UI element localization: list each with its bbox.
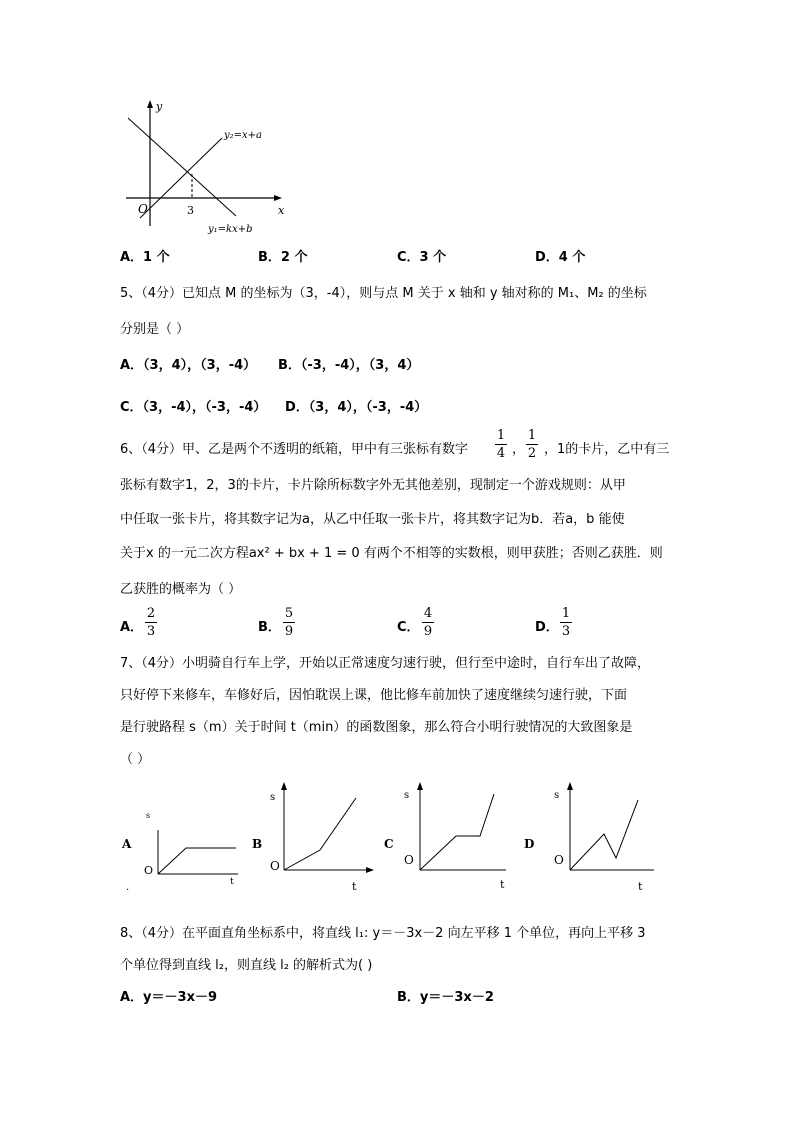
y-arrow-icon [417,782,423,790]
q6-stem-line4: 关于x 的一元二次方程ax² + bx + 1 = 0 有两个不相等的实数根，则甲获胜；否则乙获胜．则 [120,546,663,561]
x-axis-label: x [278,204,285,217]
graph-d-label: D [524,837,535,851]
q4-option-d[interactable]: D．4 个 [535,250,586,265]
fraction-denominator: 9 [284,624,294,639]
fraction-bar [495,444,507,445]
q4-option-a[interactable]: A．1 个 [120,250,170,265]
y-arrow-icon [281,782,287,790]
fraction-numerator: 5 [284,606,294,621]
q5-stem-line1: 5、（4分）已知点 M 的坐标为（3，-4），则与点 M 关于 x 轴和 y 轴对称的 M₁、M₂ 的坐标 [120,286,647,301]
graph-d-origin: O [554,853,564,867]
graph-a-dot: . [126,882,130,893]
graph-a-label: A [122,837,132,851]
fraction-denominator: 9 [423,624,433,639]
y2-equation-label: y₂=x+a [224,130,263,141]
origin-label: O [138,202,148,216]
q6-option-a-fraction [145,606,157,639]
graph-a-origin: O [144,864,154,877]
q7-stem-line1: 7、（4分）小明骑自行车上学，开始以正常速度匀速行驶，但行至中途时，自行车出了故障， [120,656,651,671]
graph-a-curve [158,848,236,874]
q8-stem-line1: 8、（4分）在平面直角坐标系中，将直线 l₁: y＝－3x－2 向左平移 1 个单位，再向上平移 3 [120,926,646,941]
graph-c-s-label: s [404,790,410,801]
q6-stem-line1b: ，1的卡片，乙中有三 [544,442,670,457]
y-arrow-icon [567,782,573,790]
q8-option-b[interactable]: B．y＝－3x－2 [397,990,494,1005]
q4-option-b[interactable]: B．2 个 [258,250,308,265]
q7-graph-b[interactable] [250,778,380,896]
graph-c-origin: O [404,853,414,867]
fraction-denominator: 2 [527,446,537,461]
graph-c-t-label: t [500,878,505,891]
q5-option-a[interactable]: A．（3，4），（3，-4） [120,358,257,373]
graph-b-label: B [252,837,263,851]
graph-d-t-label: t [638,880,643,893]
fraction-bar [283,622,295,623]
y-axis-arrow-icon [147,100,153,108]
y1-equation-label: y₁=kx+b [208,224,253,235]
line-y2 [140,138,222,218]
q5-stem-line2: 分别是（ ） [120,322,190,337]
fraction-bar [422,622,434,623]
q6-stem-line1a: 6、（4分）甲、乙是两个不透明的纸箱，甲中有三张标有数字 [120,442,469,457]
q6-stem-line2: 张标有数字1，2，3的卡片，卡片除所标数字外无其他差别，现制定一个游戏规则：从甲 [120,478,626,493]
x-arrow-icon [366,867,374,873]
q7-stem-line4: （ ） [120,752,151,767]
q7-graph-d[interactable] [520,778,660,896]
q6-stem-line3: 中任取一张卡片，将其数字记为a，从乙中任取一张卡片，将其数字记为b．若a，b 能使 [120,512,625,527]
graph-c-curve [420,794,494,870]
q6-option-b-fraction [283,606,295,639]
graph-a-t-label: t [230,877,234,887]
graph-d-curve [570,800,638,870]
graph-a-s-label: s [146,811,151,820]
q5-option-b[interactable]: B．（-3，-4），（3，4） [278,358,420,373]
graph-b-s-label: s [270,792,276,803]
fraction-numerator: 1 [561,606,571,621]
graph-b-origin: O [270,859,280,873]
x-axis-arrow-icon [274,195,282,201]
q6-option-c-fraction [422,606,434,639]
q6-stem-line5: 乙获胜的概率为（ ） [120,582,242,597]
fraction-denominator: 3 [561,624,571,639]
graph-b-curve [284,798,356,870]
q5-option-d[interactable]: D．（3，4），（-3，-4） [285,400,428,415]
tick-3-label: 3 [187,204,194,217]
q7-stem-line3: 是行驶路程 s（m）关于时间 t（min）的函数图象，那么符合小明行驶情况的大致图象是 [120,720,633,735]
q8-option-a[interactable]: A．y＝－3x－9 [120,990,218,1005]
q5-option-c[interactable]: C．（3，-4），（-3，-4） [120,400,267,415]
q6-option-d-label[interactable]: D． [535,620,559,635]
fraction-denominator: 4 [496,446,506,461]
graph-b-t-label: t [352,880,357,893]
fraction-bar [145,622,157,623]
q6-option-b-label[interactable]: B． [258,620,281,635]
fraction-numerator: 2 [146,606,156,621]
fraction-numerator: 1 [496,428,506,443]
q4-coordinate-figure [118,96,298,236]
q7-graph-a[interactable] [118,800,248,895]
q6-option-d-fraction [560,606,572,639]
fraction-bar [526,444,538,445]
graph-d-s-label: s [554,790,560,801]
graph-c-label: C [384,837,394,851]
fraction-numerator: 1 [527,428,537,443]
fraction-denominator: 3 [146,624,156,639]
q6-option-a-label[interactable]: A． [120,620,144,635]
q6-fraction-1-2 [526,428,538,461]
y-axis-label: y [156,100,163,113]
fraction-numerator: 4 [423,606,433,621]
q4-option-c[interactable]: C．3 个 [397,250,447,265]
q7-stem-line2: 只好停下来修车，车修好后，因怕耽误上课，他比修车前加快了速度继续匀速行驶，下面 [120,688,628,703]
q8-stem-line2: 个单位得到直线 l₂，则直线 l₂ 的解析式为( ) [120,958,373,973]
q6-option-c-label[interactable]: C． [397,620,420,635]
q7-graph-c[interactable] [382,778,512,896]
q6-separator: ， [512,442,526,457]
fraction-bar [560,622,572,623]
q6-fraction-1-4 [495,428,507,461]
